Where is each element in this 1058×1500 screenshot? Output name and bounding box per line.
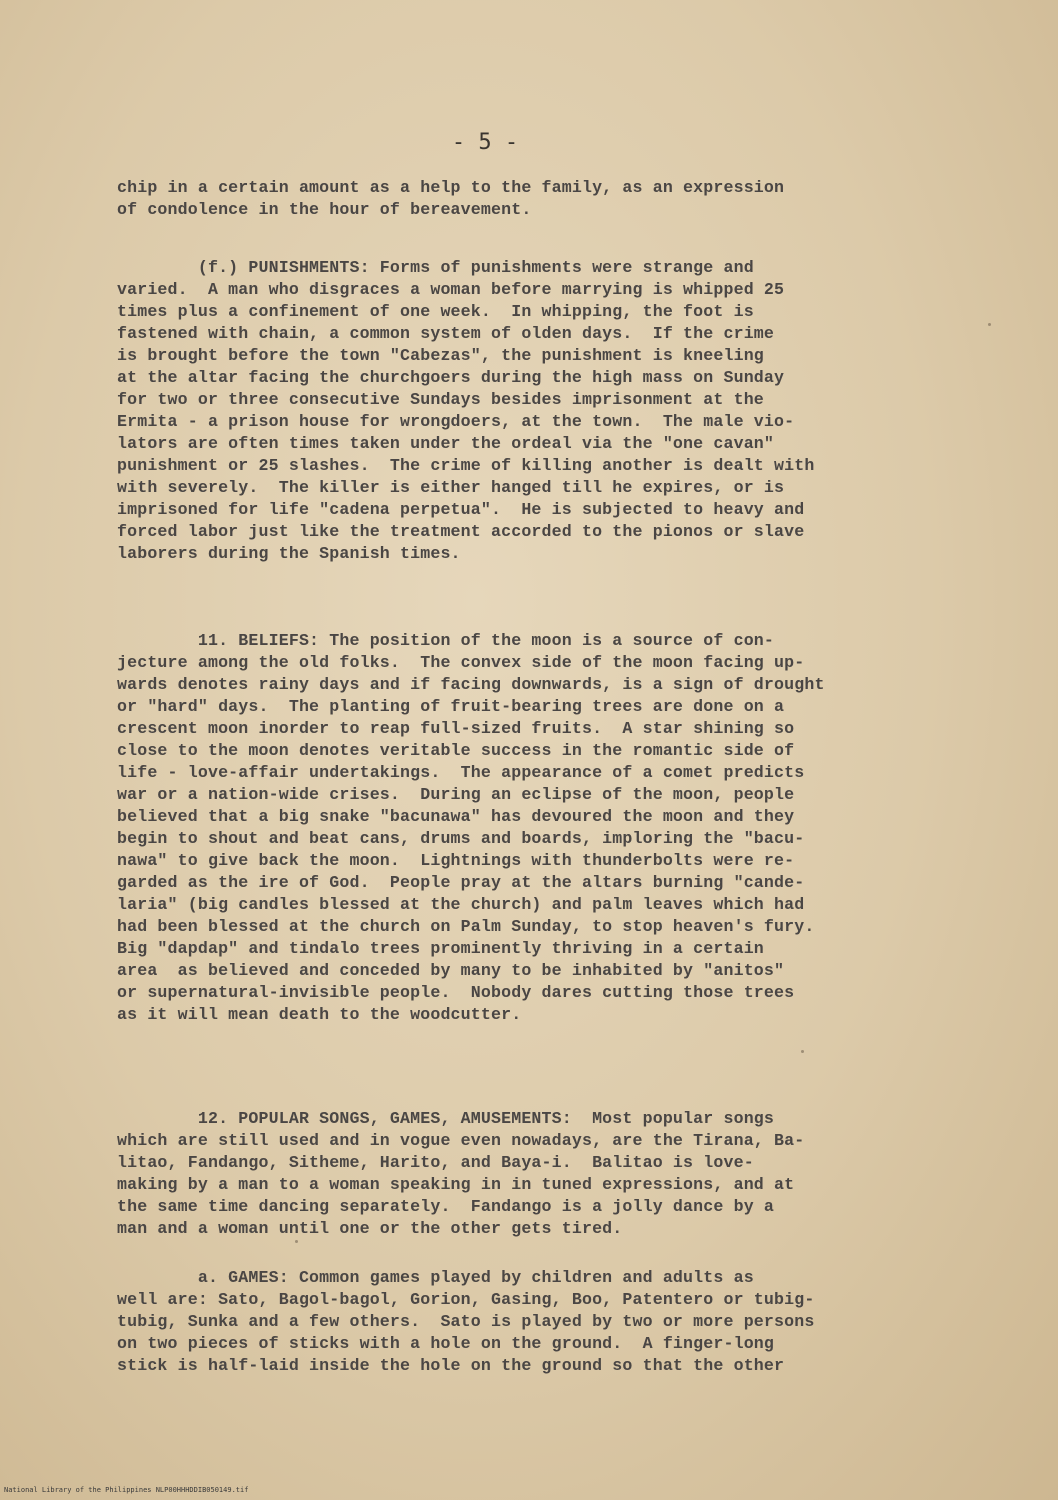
text-line: which are still used and in vogue even nowadays, are the Tirana, Ba-: [117, 1131, 805, 1150]
paragraph-punishments: [117, 257, 814, 565]
paragraph-games: [117, 1267, 814, 1377]
text-line: war or a nation-wide crises. During an eclipse of the moon, people: [117, 785, 795, 804]
text-line: punishment or 25 slashes. The crime of killing another is dealt with: [117, 456, 815, 475]
text-line: tubig, Sunka and a few others. Sato is played by two or more persons: [117, 1312, 815, 1331]
text-line: stick is half-laid inside the hole on the ground so that the other: [117, 1356, 785, 1375]
text-line: laborers during the Spanish times.: [117, 544, 461, 563]
text-line: jecture among the old folks. The convex side of the moon facing up-: [117, 653, 805, 672]
text-line: or "hard" days. The planting of fruit-bearing trees are done on a: [117, 697, 785, 716]
text-line: life - love-affair undertakings. The appearance of a comet predicts: [117, 763, 805, 782]
text-line: a. GAMES: Common games played by children and adults as: [117, 1268, 754, 1287]
paper-speck: [801, 1050, 804, 1053]
text-line: at the altar facing the churchgoers during the high mass on Sunday: [117, 368, 785, 387]
text-line: 11. BELIEFS: The position of the moon is a source of con-: [117, 631, 775, 650]
text-line: nawa" to give back the moon. Lightnings with thunderbolts were re-: [117, 851, 795, 870]
archive-footer: National Library of the Philippines NLP00HHHDDIB050149.tif: [4, 1486, 249, 1494]
text-line: or supernatural-invisible people. Nobody dares cutting those trees: [117, 983, 795, 1002]
page-number: - 5 -: [451, 130, 519, 155]
text-line: with severely. The killer is either hanged till he expires, or is: [117, 478, 785, 497]
text-line: times plus a confinement of one week. In whipping, the foot is: [117, 302, 754, 321]
text-line: of condolence in the hour of bereavement.: [117, 200, 532, 219]
text-line: Big "dapdap" and tindalo trees prominently thriving in a certain: [117, 939, 764, 958]
text-line: varied. A man who disgraces a woman before marrying is whipped 25: [117, 280, 785, 299]
paragraph-popular-songs: [117, 1108, 804, 1240]
text-line: wards denotes rainy days and if facing downwards, is a sign of drought: [117, 675, 825, 694]
text-line: fastened with chain, a common system of olden days. If the crime: [117, 324, 775, 343]
text-line: close to the moon denotes veritable success in the romantic side of: [117, 741, 795, 760]
text-line: litao, Fandango, Sitheme, Harito, and Baya-i. Balitao is love-: [117, 1153, 754, 1172]
text-line: making by a man to a woman speaking in in tuned expressions, and at: [117, 1175, 795, 1194]
text-line: well are: Sato, Bagol-bagol, Gorion, Gasing, Boo, Patentero or tubig-: [117, 1290, 815, 1309]
text-line: laria" (big candles blessed at the church) and palm leaves which had: [117, 895, 805, 914]
text-line: on two pieces of sticks with a hole on the ground. A finger-long: [117, 1334, 775, 1353]
text-line: garded as the ire of God. People pray at the altars burning "cande-: [117, 873, 805, 892]
text-line: lators are often times taken under the ordeal via the "one cavan": [117, 434, 775, 453]
text-line: begin to shout and beat cans, drums and boards, imploring the "bacu-: [117, 829, 805, 848]
text-line: had been blessed at the church on Palm Sunday, to stop heaven's fury.: [117, 917, 815, 936]
text-line: 12. POPULAR SONGS, GAMES, AMUSEMENTS: Most popular songs: [117, 1109, 775, 1128]
text-line: (f.) PUNISHMENTS: Forms of punishments were strange and: [117, 258, 754, 277]
text-line: man and a woman until one or the other gets tired.: [117, 1219, 623, 1238]
text-line: is brought before the town "Cabezas", the punishment is kneeling: [117, 346, 764, 365]
text-line: area as believed and conceded by many to be inhabited by "anitos": [117, 961, 785, 980]
text-line: the same time dancing separately. Fandango is a jolly dance by a: [117, 1197, 775, 1216]
paper-speck: [295, 1240, 298, 1243]
text-line: forced labor just like the treatment accorded to the pionos or slave: [117, 522, 805, 541]
paragraph-beliefs: [117, 630, 825, 1026]
text-line: for two or three consecutive Sundays besides imprisonment at the: [117, 390, 764, 409]
paper-speck: [988, 323, 991, 326]
text-line: crescent moon inorder to reap full-sized fruits. A star shining so: [117, 719, 795, 738]
text-line: believed that a big snake "bacunawa" has devoured the moon and they: [117, 807, 795, 826]
text-line: as it will mean death to the woodcutter.: [117, 1005, 522, 1024]
paragraph-condolence: [117, 177, 784, 221]
text-line: Ermita - a prison house for wrongdoers, at the town. The male vio-: [117, 412, 795, 431]
text-line: chip in a certain amount as a help to the family, as an expression: [117, 178, 785, 197]
text-line: imprisoned for life "cadena perpetua". He is subjected to heavy and: [117, 500, 805, 519]
